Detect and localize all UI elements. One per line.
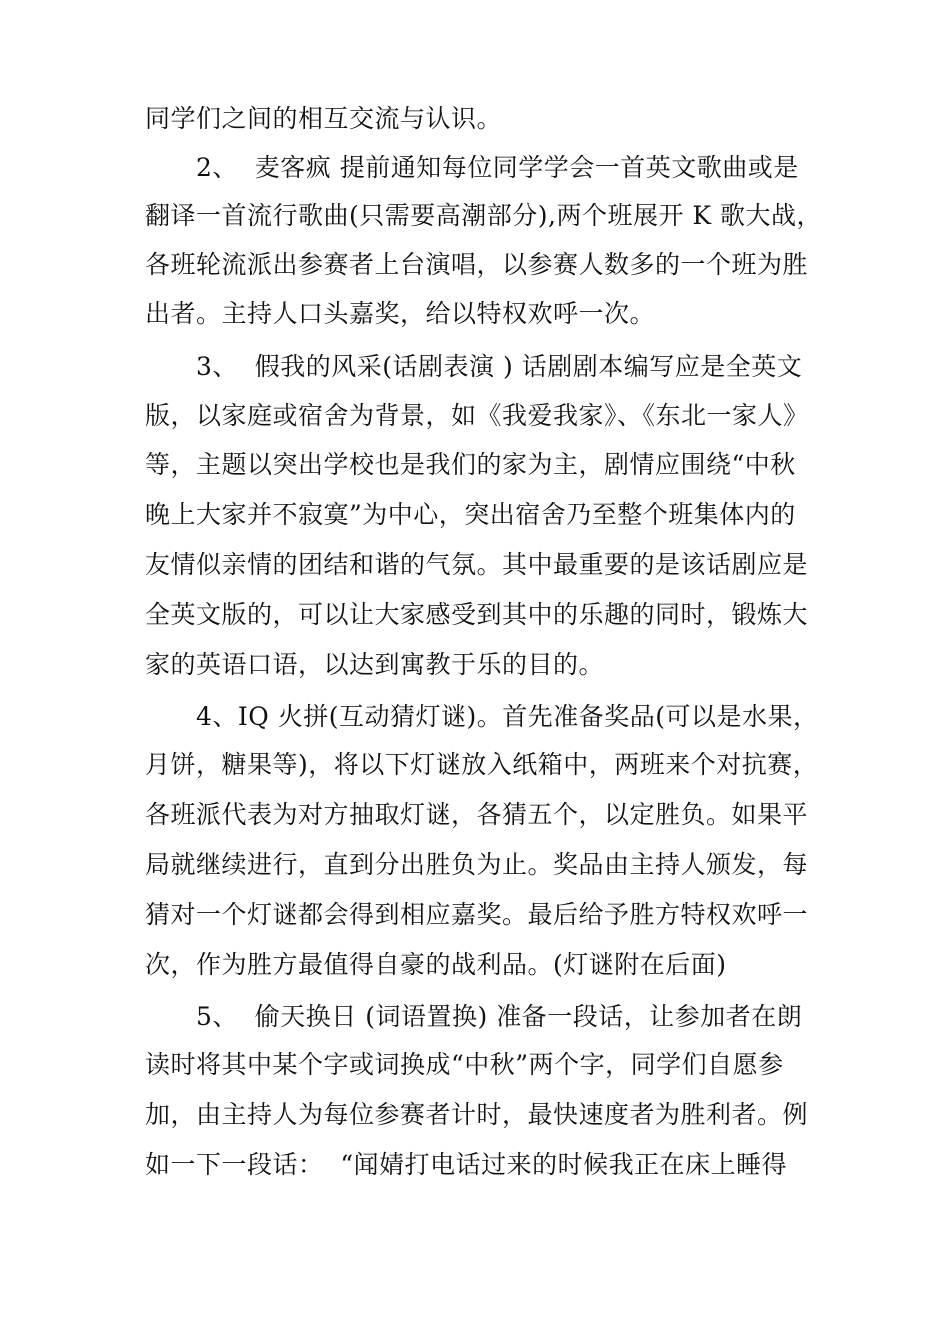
text-line: 全英文版的，可以让大家感受到其中的乐趣的同时，锻炼大	[145, 600, 809, 629]
text-line: 局就继续进行，直到分出胜负为止。奖品由主持人颁发，每	[145, 850, 809, 879]
text-line: 出者。主持人口头嘉奖，给以特权欢呼一次。	[145, 299, 656, 328]
text-line: 晚上大家并不寂寞”为中心，突出宿舍乃至整个班集体内的	[145, 500, 796, 529]
text-line: 次，作为胜方最值得自豪的战利品。(灯谜附在后面)	[145, 950, 727, 979]
text-line: 月饼，糖果等)，将以下灯谜放入纸箱中，两班来个对抗赛，	[145, 750, 819, 779]
text-line: 家的英语口语，以达到寓教于乐的目的。	[145, 650, 605, 679]
text-line: 猜对一个灯谜都会得到相应嘉奖。最后给予胜方特权欢呼一	[145, 900, 809, 929]
text-line: 版，以家庭或宿舍为背景，如《我爱我家》、《东北一家人》	[145, 401, 809, 430]
text-line: 5、 偷天换日 (词语置换) 准备一段话，让参加者在朗	[196, 1002, 803, 1031]
text-line: 翻译一首流行歌曲(只需要高潮部分),两个班展开 K 歌大战，	[145, 201, 823, 230]
text-line: 各班轮流派出参赛者上台演唱，以参赛人数多的一个班为胜	[145, 250, 809, 279]
text-line: 加，由主持人为每位参赛者计时，最快速度者为胜利者。例	[145, 1100, 809, 1129]
text-line: 各班派代表为对方抽取灯谜，各猜五个，以定胜负。如果平	[145, 800, 809, 829]
text-line: 如一下一段话： “闻婧打电话过来的时候我正在床上睡得	[145, 1150, 788, 1179]
text-line: 友情似亲情的团结和谐的气氛。其中最重要的是该话剧应是	[145, 550, 809, 579]
text-line: 2、 麦客疯 提前通知每位同学学会一首英文歌曲或是	[196, 153, 799, 182]
text-line: 4、IQ 火拼(互动猜灯谜)。首先准备奖品(可以是水果，	[196, 702, 819, 731]
text-line: 3、 假我的风采(话剧表演 ) 话剧剧本编写应是全英文	[196, 352, 803, 381]
text-line: 读时将其中某个字或词换成“中秋”两个字，同学们自愿参	[145, 1050, 784, 1079]
text-line: 等，主题以突出学校也是我们的家为主，剧情应围绕“中秋	[145, 450, 796, 479]
text-line: 同学们之间的相互交流与认识。	[145, 104, 503, 133]
